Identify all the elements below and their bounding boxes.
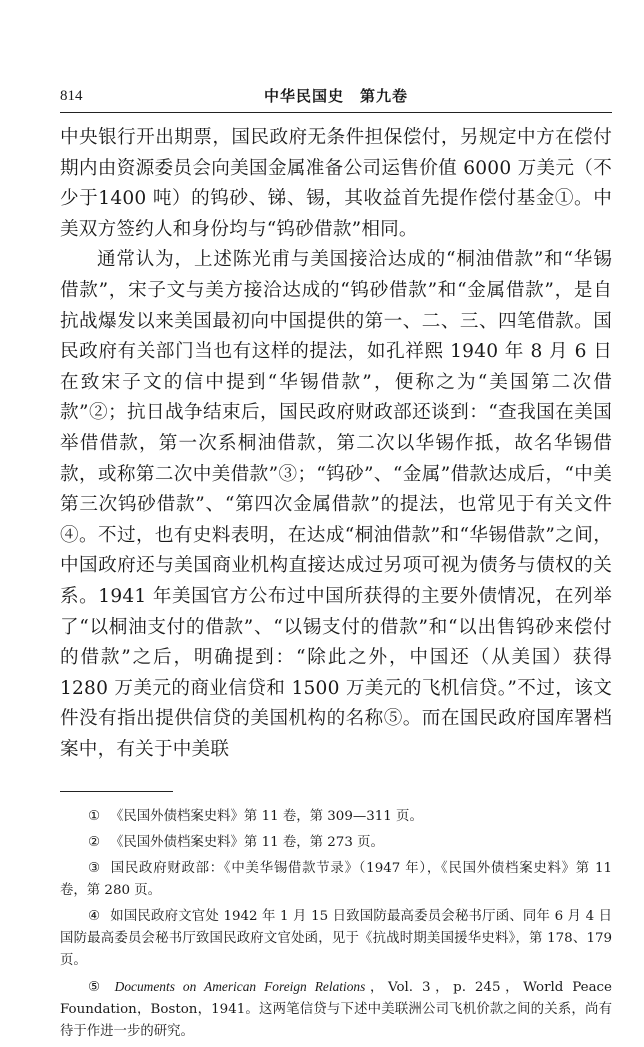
footnote-text: ，Vol. 3，p. 245，World Peace Foundation，Boston，1941。这两笔信贷与下述中美联洲公司飞机价款之间的关系，尚有待于作进一步的研究。 [60,980,612,1040]
footnote-mark: ② [88,835,101,851]
footnote-mark: ③ [88,861,101,877]
running-title: 中华民国史 第九卷 [263,87,408,105]
footnote-divider [60,791,173,792]
footnote-text: 如国民政府文官处 1942 年 1 月 15 日致国防最高委员会秘书厅函、同年 6 月 4 日国防最高委员会秘书厅致国民政府文官处函，见于《抗战时期美国援华史料》，第 178、179 页。 [60,909,612,969]
paragraph: 通常认为，上述陈光甫与美国接洽达成的“桐油借款”和“华锡借款”，宋子文与美方接洽达成的“钨砂借款”和“金属借款”，是自抗战爆发以来美国最初向中国提供的第一、二、三、四笔借款。国民政府有关部门当也有这样的提法，如孔祥熙 1940 年 8 月 6 日在致宋子文的信中提到“华锡借款”，便称之为“美国第二次借款”②；抗日战争结束后，国民政府财政部还谈到：“查我国在美国举借借款，第一次系桐油借款，第二次以华锡作抵，故名华锡借款，或称第二次中美借款”③；“钨砂”、“金属”借款达成后，“中美第三次钨砂借款”、“第四次金属借款”的提法，也常见于有关文件④。不过，也有史料表明，在达成“桐油借款”和“华锡借款”之间，中国政府还与美国商业机构直接达成过另项可视为债务与债权的关系。1941 年美国官方公布过中国所获得的主要外债情况，在列举了“以桐油支付的借款”、“以锡支付的借款”和“以出售钨砂来偿付的借款”之后，明确提到：“除此之外，中国还（从美国）获得 1280 万美元的商业信贷和 1500 万美元的飞机信贷。”不过，该文件没有指出提供信贷的美国机构的名称⑤。而在国民政府国库署档案中，有关于中美联 [60,249,612,760]
page-header [60,82,612,113]
footnote-text: 《民国外债档案史料》第 11 卷，第 273 页。 [110,835,384,851]
footnotes [60,806,612,1043]
page-number: 814 [60,88,83,104]
footnote [60,858,612,902]
footnote-mark: ④ [88,909,101,925]
footnote-mark: ⑤ [88,980,105,996]
footnote [60,832,612,854]
paragraph: 中央银行开出期票，国民政府无条件担保偿付，另规定中方在偿付期内由资源委员会向美国金属准备公司运售价值 6000 万美元（不少于1400 吨）的钨砂、锑、锡，其收益首先提作偿付基金①。中美双方签约人和身份均与“钨砂借款”相同。 [60,127,612,240]
footnote [60,906,612,972]
footnote-source-title: Documents on American Foreign Relations [114,979,366,995]
footnote-text: 国民政府财政部：《中美华锡借款节录》（1947 年），《民国外债档案史料》第 11 卷，第 280 页。 [60,861,612,899]
footnote-text: 《民国外债档案史料》第 11 卷，第 309—311 页。 [110,809,423,825]
footnote-mark: ① [88,809,101,825]
body-text [60,123,612,765]
book-page [60,82,612,1047]
footnote [60,806,612,828]
footnote [60,976,612,1043]
